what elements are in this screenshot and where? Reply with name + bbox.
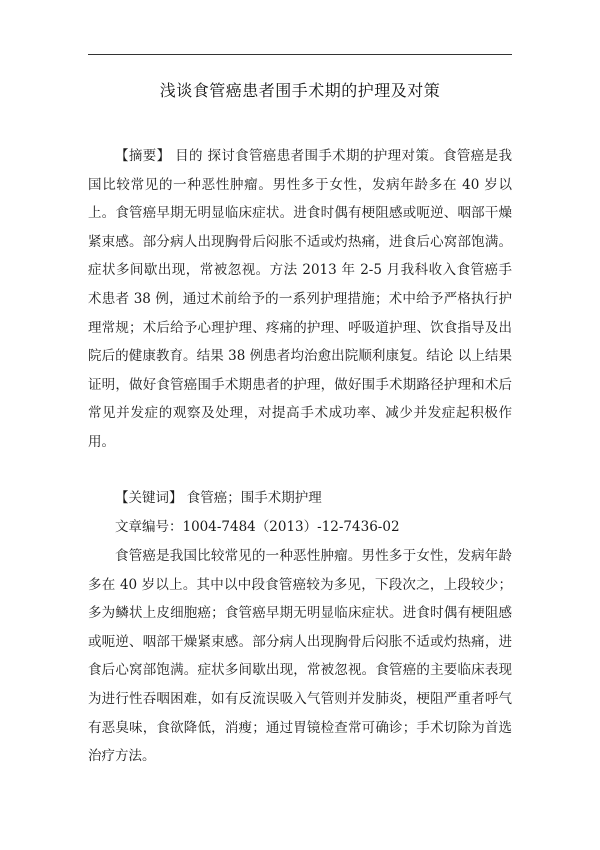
paper-title: 浅谈食管癌患者围手术期的护理及对策 (159, 81, 441, 100)
abstract-label: 【摘要】 (115, 148, 171, 164)
abstract-paragraph (88, 142, 512, 457)
keywords-label: 【关键词】 (115, 490, 183, 506)
keywords-line (88, 484, 512, 513)
article-number: 文章编号：1004-7484（2013）-12-7436-02 (115, 519, 400, 535)
body-paragraph-1: 食管癌是我国比较常见的一种恶性肿瘤。男性多于女性，发病年龄多在 40 岁以上。其中以中段食管癌较为多见，下段次之，上段较少；多为鳞状上皮细胞癌；食管癌早期无明显临床症状。进食时偶有梗阻感或呃逆、咽部干燥紧束感。部分病人出现胸骨后闷胀不适或灼热痛，进食后心窝部饱满。症状多间歇出现，常被忽视。食管癌的主要临床表现为进行性吞咽困难，如有反流误吸入气管则并发肺炎，梗阻严重者呼气有恶臭味，食欲降低，消瘦；通过胃镜检查常可确诊；手术切除为首选治疗方法。 (88, 548, 512, 765)
abstract-text: 目的 探讨食管癌患者围手术期的护理对策。食管癌是我国比较常见的一种恶性肿瘤。男性多于女性，发病年龄多在 40 岁以上。食管癌早期无明显临床症状。进食时偶有梗阻感或呃逆、咽部干燥紧束感。部分病人出现胸骨后闷胀不适或灼热痛，进食后心窝部饱满。症状多间歇出现，常被忽视。方法 2013 年 2-5 月我科收入食管癌手术患者 38 例，通过术前给予的一系列护理措施；术中给予严格执行护理常规；术后给予心理护理、疼痛的护理、呼吸道护理、饮食指导及出院后的健康教育。结果 38 例患者均治愈出院顺利康复。结论 以上结果证明，做好食管癌围手术期患者的护理，做好围手术期路径护理和术后常见并发症的观察及处理，对提高手术成功率、减少并发症起积极作用。 (88, 148, 512, 450)
header-rule (88, 54, 512, 55)
keywords-text: 食管癌；围手术期护理 (182, 490, 322, 506)
